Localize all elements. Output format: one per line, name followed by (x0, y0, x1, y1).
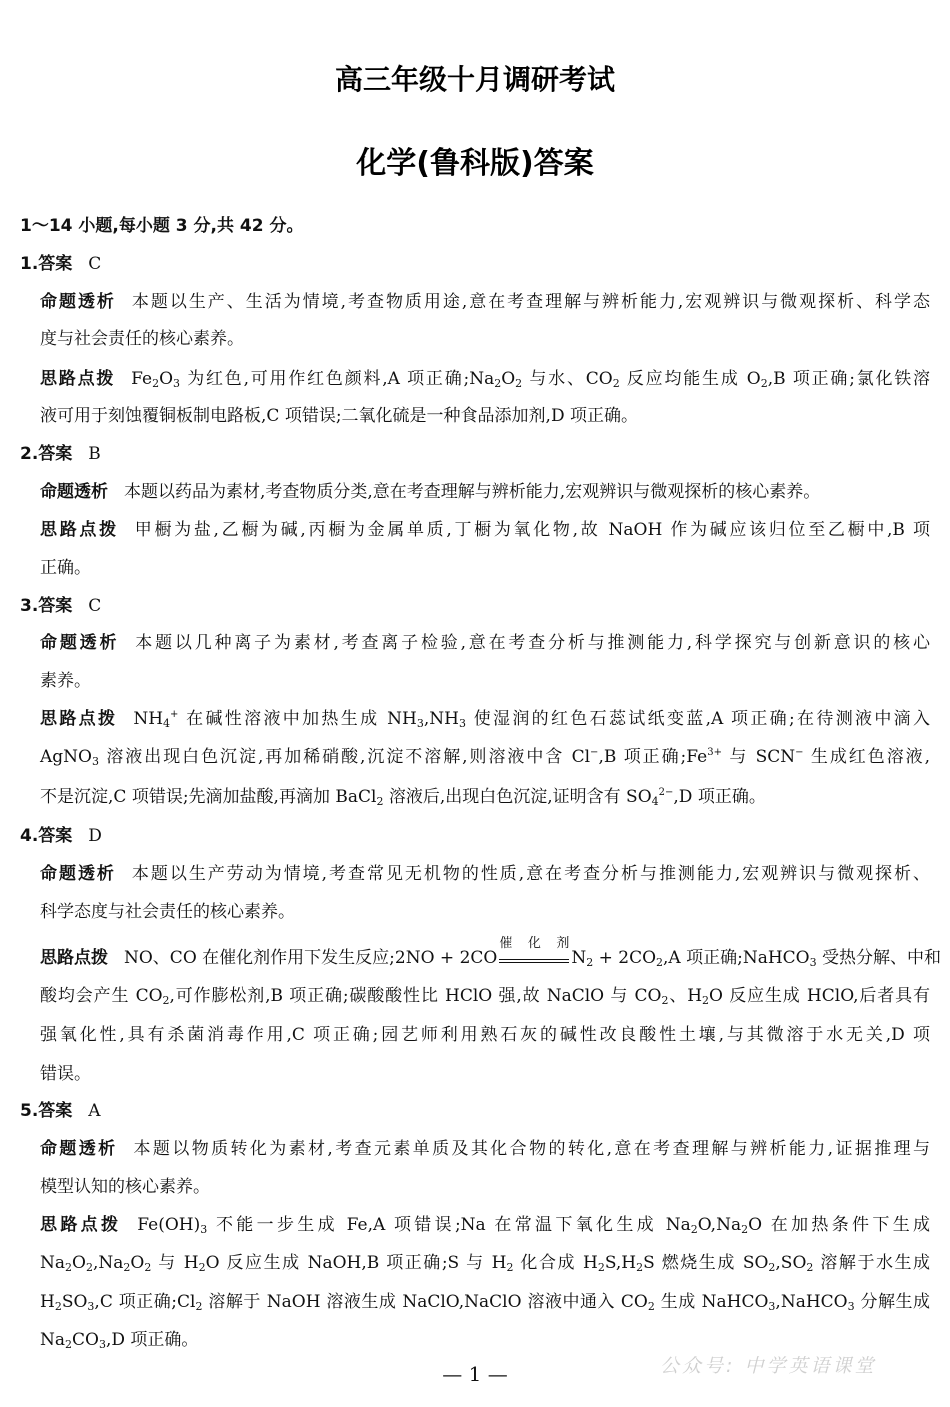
q3-hint-line1: 思路点拨 $NH_4^+$ 在碱性溶液中加热生成 $NH_3,NH_3$ 使湿润的红色石蕊试纸变蓝,A 项正确;在待测液中滴入 (40, 709, 931, 730)
page-number: — 1 — (442, 1362, 508, 1386)
q2-hint-line2: 正确。 (40, 558, 91, 578)
page-title: 高三年级十月调研考试 (334, 63, 615, 96)
q3-analysis-line2: 素养。 (40, 671, 91, 691)
q1-analysis-line1: 命题透析 本题以生产、生活为情境,考查物质用途,意在考查理解与辨析能力,宏观辨识与微观探析、科学态 (40, 292, 931, 312)
page-subtitle: 化学(鲁科版)答案 (356, 146, 594, 181)
q3-hint-line3: 不是沉淀,C 项错误;先滴加盐酸,再滴加 BaCl$_2$ 溶液后,出现白色沉淀,证明含有 $SO_4^{2-},D$ 项正确。 (40, 787, 766, 808)
q5-hint-line3: $H_2SO_3,C$ 项正确$;Cl_2$ 溶解于 NaOH 溶液生成 NaClO,NaClO 溶液中通入 $CO_2$ 生成 NaHCO$_3$,NaHCO$_3$ 分解生成 (40, 1292, 931, 1313)
q4-hint-line4: 错误。 (40, 1064, 91, 1084)
q1-hint-line1: 思路点拨 $Fe_2O_3$ 为红色,可用作红色颜料,A 项正确$;Na_2O_2$ 与水、$CO_2$ 反应均能生成 $O_2,B$ 项正确;氯化铁溶 (40, 369, 931, 390)
q3-header: 3.答案 C (20, 596, 102, 616)
q4-analysis-line1: 命题透析 本题以生产劳动为情境,考查常见无机物的性质,意在考查分析与推测能力,宏观辨识与微观探析、 (40, 864, 931, 884)
q4-hint-line3: 强氧化性,具有杀菌消毒作用,C 项正确;园艺师利用熟石灰的碱性改良酸性土壤,与其微溶于水无关,D 项 (40, 1025, 930, 1045)
q5-hint-line1: 思路点拨 $Fe(OH)_3$ 不能一步生成 Fe,A 项错误;Na 在常温下氧化生成 $Na_2O,Na_2O$ 在加热条件下生成 (40, 1215, 931, 1236)
watermark: 公众号: 中学英语课堂 (660, 1355, 877, 1377)
q1-analysis-line2: 度与社会责任的核心素养。 (40, 329, 244, 349)
q2-hint-line1: 思路点拨 甲橱为盐,乙橱为碱,丙橱为金属单质,丁橱为氧化物,故 NaOH 作为碱应该归位至乙橱中,B 项 (40, 520, 931, 540)
reaction-condition-arrow: 催化剂 (499, 950, 569, 963)
q5-analysis-line2: 模型认知的核心素养。 (40, 1177, 210, 1197)
q5-hint-line4: $Na_2CO_3,D$ 项正确。 (40, 1330, 199, 1351)
q1-header: 1.答案 C (20, 254, 102, 274)
q5-analysis-line1: 命题透析 本题以物质转化为素材,考查元素单质及其化合物的转化,意在考查理解与辨析能力,证据推理与 (40, 1139, 930, 1159)
q3-analysis-line1: 命题透析 本题以几种离子为素材,考查离子检验,意在考查分析与推测能力,科学探究与创新意识的核心 (40, 633, 931, 653)
q4-hint-line2: 酸均会产生 $CO_2$,可作膨松剂,B 项正确;碳酸酸性比 HClO 强,故 NaClO 与 $CO_2$、$H_2O$ 反应生成 HClO,后者具有 (40, 986, 930, 1007)
q4-hint-line1: 思路点拨 NO、CO 在催化剂作用下发生反应;2NO + 2CO 催化剂 $N_2 + 2CO_2,A$ 项正确;NaHCO$_3$ 受热分解、中和 (40, 936, 942, 969)
q1-hint-line2: 液可用于刻蚀覆铜板制电路板,C 项错误;二氧化硫是一种食品添加剂,D 项正确。 (40, 406, 638, 426)
q3-hint-line2: AgNO$_3$ 溶液出现白色沉淀,再加稀硝酸,沉淀不溶解,则溶液中含 Cl−,B 项正确$;Fe^{3+}$ 与 SCN− 生成红色溶液, (40, 747, 931, 768)
q2-header: 2.答案 B (20, 444, 101, 464)
q2-analysis-line1: 命题透析 本题以药品为素材,考查物质分类,意在考查理解与辨析能力,宏观辨识与微观探析的核心素养。 (40, 482, 821, 502)
q5-hint-line2: $Na_2O_2,Na_2O_2$ 与 $H_2O$ 反应生成 NaOH,B 项正确;S 与 $H_2$ 化合成 $H_2S,H_2S$ 燃烧生成 $SO_2,SO_2$ 溶解于水生成 (40, 1253, 931, 1274)
q5-header: 5.答案 A (20, 1101, 101, 1121)
q4-analysis-line2: 科学态度与社会责任的核心素养。 (40, 902, 295, 922)
q4-header: 4.答案 D (20, 826, 102, 846)
intro-line: 1～14 小题,每小题 3 分,共 42 分。 (20, 216, 304, 236)
